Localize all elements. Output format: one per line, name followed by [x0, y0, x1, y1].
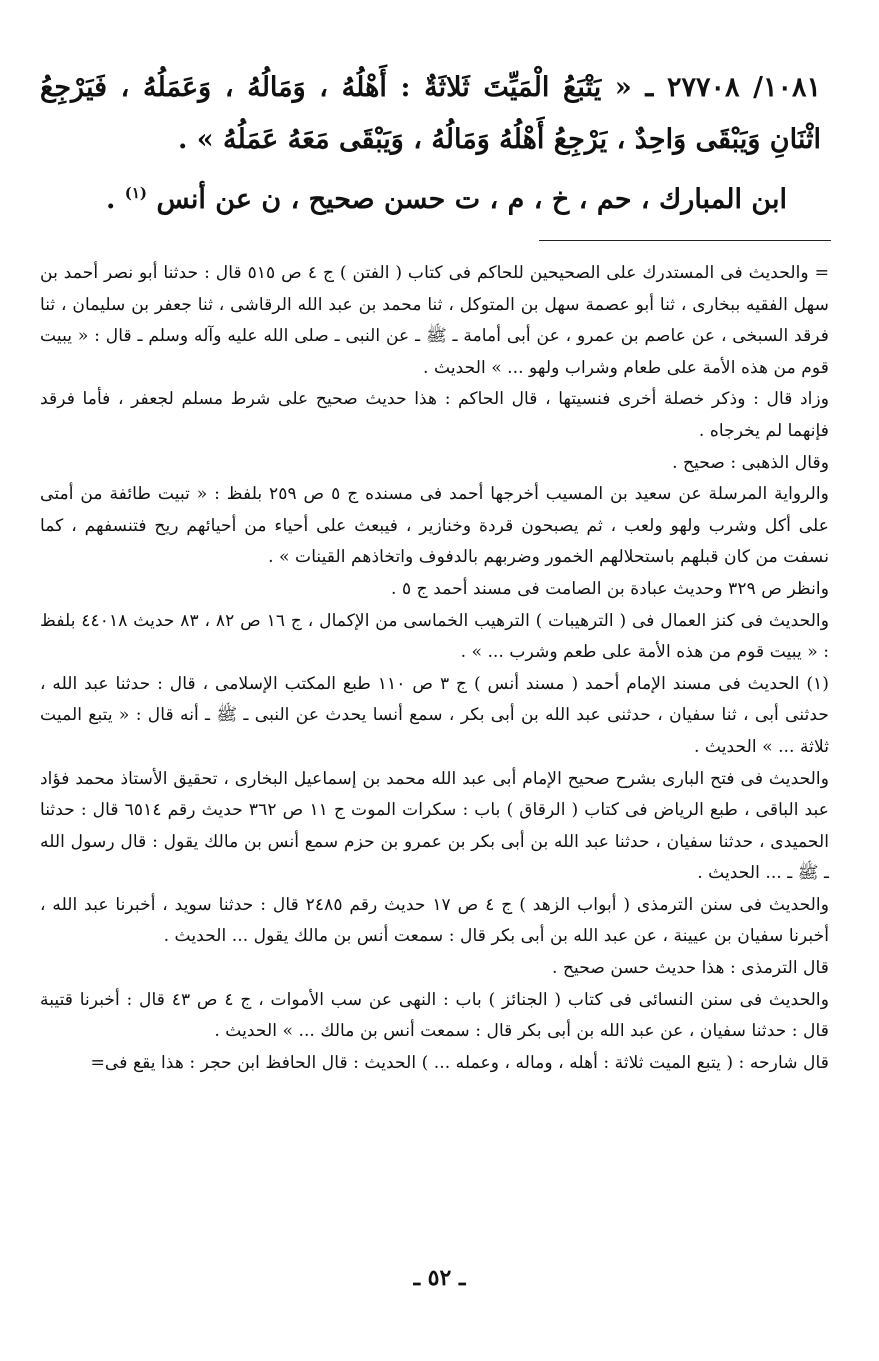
footnote-paragraph: والحديث فى سنن الترمذى ( أبواب الزهد ) ج ٤ ص ١٧ حديث رقم ٢٤٨٥ قال : حدثنا سويد ، أخبرنا عبد الله ، أخبرنا سفيان بن عيينة ، عن عبد الله بن أبى بكر قال : سمعت أنس بن مالك يقول ... الحديث .	[40, 894, 829, 947]
footnotes	[40, 258, 829, 1079]
footnote-paragraph: قال شارحه : ( يتبع الميت ثلاثة : أهله ، وماله ، وعمله ... ) الحديث : قال الحافظ ابن حجر : هذا يقع فى=	[90, 1052, 829, 1073]
hadith-text: ١٠٨١/ ٢٧٧٠٨ ـ « يَتْبَعُ الْمَيِّتَ ثَلاثَةٌ : أَهْلُهُ ، وَمَالُهُ ، وَعَمَلُهُ ، فَيَرْجِعُ اثْنَانِ وَيَبْقَى وَاحِدٌ ، يَرْجِعُ أَهْلُهُ وَمَالُهُ ، وَيَبْقَى مَعَهُ عَمَلُهُ » .	[40, 72, 821, 155]
hadith-source	[40, 166, 787, 227]
hadith-source-end: .	[105, 184, 125, 215]
footnote-paragraph: وانظر ص ٣٢٩ وحديث عبادة بن الصامت فى مسند أحمد ج ٥ .	[391, 578, 829, 599]
footnote-paragraph: والحديث فى كنز العمال فى ( الترهيبات ) الترهيب الخماسى من الإكمال ، ج ١٦ ص ٨٢ ، ٨٣ حديث ٤٤٠١٨ بلفظ : « يبيت قوم من هذه الأمة على طعم وشرب ... » .	[40, 610, 830, 663]
footnote-paragraph: وزاد قال : وذكر خصلة أخرى فنسيتها ، قال الحاكم : هذا حديث صحيح على شرط مسلم لجعفر ، فأما فرقد فإنهما لم يخرجاه .	[40, 389, 829, 441]
footnote-number: (١)	[806, 673, 829, 694]
footnote-paragraph: قال الترمذى : هذا حديث حسن صحيح .	[552, 958, 829, 979]
footnote-paragraph: وقال الذهبى : صحيح .	[672, 452, 829, 473]
footnote-1-text: الحديث فى مسند الإمام أحمد ( مسند أنس ) ج ٣ ص ١١٠ طبع المكتب الإسلامى ، قال : حدثنا عبد الله ، حدثنى أبى ، ثنا سفيان ، حدثنى عبد الله بن أبى بكر ، سمع أنسا يحدث عن النبى ـ ﷺ ـ أنه قال : « يتبع الميت ثلاثة ... » الحديث .	[40, 673, 829, 757]
hadith-block	[40, 62, 821, 227]
footnote-paragraph: والحديث فى فتح البارى بشرح صحيح الإمام أبى عبد الله محمد بن إسماعيل البخارى ، تحقيق الأستاذ محمد فؤاد عبد الباقى ، طبع الرياض فى كتاب ( الرقاق ) باب : سكرات الموت ج ١١ ص ٣٦٢ حديث رقم ٦٥١٤ قال : حدثنا الحميدى ، حدثنا سفيان ، حدثنا عبد الله بن أبى بكر بن عمرو بن حزم سمع أنس بن مالك يقول : قال رسول الله ـ ﷺ ـ ... الحديث .	[40, 768, 829, 884]
hadith-source-text: ابن المبارك ، حم ، خ ، م ، ت حسن صحيح ، ن عن أنس	[156, 184, 787, 215]
footnote-1	[40, 669, 829, 764]
footnote-ref-1[interactable]: (١)	[124, 184, 148, 202]
footnote-paragraph: والرواية المرسلة عن سعيد بن المسيب أخرجها أحمد فى مسنده ج ٥ ص ٢٥٩ بلفظ : « تبيت طائفة من أمتى على أكل وشرب ولهو ولعب ، ثم يصبحون قردة وخنازير ، فيبعث على أحياء من أحيائهم ريح فتنسفهم ، كما نسفت من كان قبلهم باستحلالهم الخمور وضربهم بالدفوف واتخاذهم القينات » .	[40, 484, 829, 568]
footnote-paragraph: = والحديث فى المستدرك على الصحيحين للحاكم فى كتاب ( الفتن ) ج ٤ ص ٥١٥ قال : حدثنا أبو نصر أحمد بن سهل الفقيه ببخارى ، ثنا أبو عصمة سهل بن المتوكل ، ثنا محمد بن عبد الله الرقاشى ، ثنا جعفر بن سليمان ، ثنا فرقد السبخى ، عن عاصم بن عمرو ، عن أبى أمامة ـ ﷺ ـ عن النبى ـ صلى الله عليه وآله وسلم ـ قال : « يبيت قوم من هذه الأمة على طعام وشراب ولهو ... » الحديث .	[40, 263, 829, 378]
footnote-separator	[539, 240, 831, 241]
page-number: ـ ٥٢ ـ	[413, 1265, 466, 1291]
footnote-paragraph: والحديث فى سنن النسائى فى كتاب ( الجنائز ) باب : النهى عن سب الأموات ، ج ٤ ص ٤٣ قال : أخبرنا قتيبة قال : حدثنا سفيان ، عن عبد الله بن أبى بكر قال : سمعت أنس بن مالك ... » الحديث .	[40, 989, 829, 1042]
